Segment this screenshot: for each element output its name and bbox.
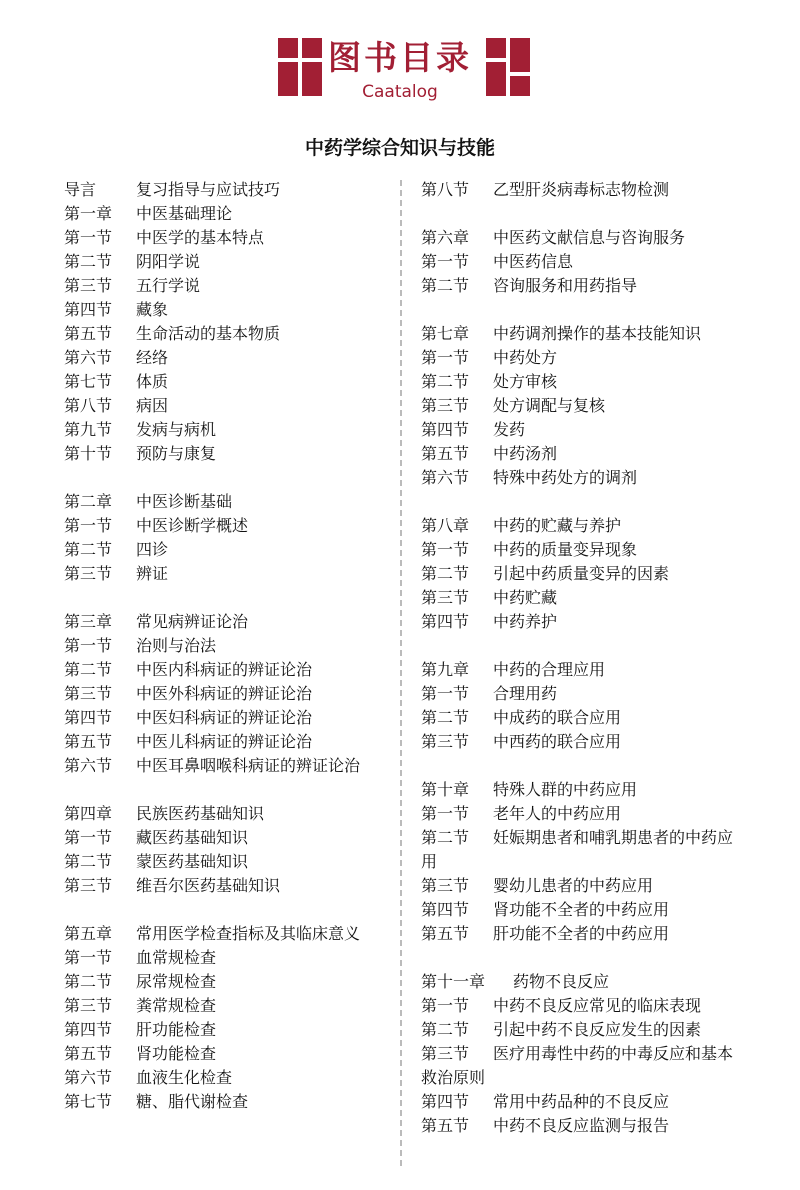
toc-entry [421, 898, 737, 922]
toc-entry-title: 辨证 [136, 564, 169, 583]
catalog-title: 图书目录 [328, 38, 472, 77]
toc-entry-number: 第十节 [64, 444, 113, 463]
toc-entry-title: 中成药的联合应用 [493, 708, 622, 727]
toc-entry-number: 第一节 [64, 828, 113, 847]
toc-entry [64, 994, 374, 1018]
toc-entry-number: 导言 [64, 180, 97, 199]
toc-entry-title: 复习指导与应试技巧 [136, 180, 281, 199]
toc-entry [421, 994, 737, 1018]
toc-entry-number: 第三节 [421, 1044, 470, 1063]
section-gap [64, 898, 374, 922]
toc-entry-title: 中西药的联合应用 [493, 732, 622, 751]
toc-entry-title: 维吾尔医药基础知识 [136, 876, 281, 895]
catalog-subtitle-en: Caatalog [362, 82, 438, 102]
toc-entry-number: 第三节 [421, 732, 470, 751]
toc-entry [421, 610, 737, 634]
toc-entry-title: 发药 [493, 420, 526, 439]
toc-entry-title: 妊娠期患者和哺乳期患者的中药应用 [421, 828, 734, 871]
toc-entry-number: 第九章 [421, 660, 470, 679]
toc-entry-number: 第七节 [64, 1092, 113, 1111]
toc-entry-title: 预防与康复 [136, 444, 217, 463]
toc-entry-number: 第六节 [64, 756, 113, 775]
toc-entry [421, 442, 737, 466]
toc-entry-number: 第四节 [421, 420, 470, 439]
toc-entry [64, 1090, 374, 1114]
toc-entry [64, 658, 374, 682]
toc-entry [421, 682, 737, 706]
toc-right-column [421, 178, 737, 1138]
toc-entry [64, 346, 374, 370]
toc-entry-number: 第二节 [64, 972, 113, 991]
toc-entry-number: 第三节 [64, 564, 113, 583]
toc-entry-number: 第五节 [64, 324, 113, 343]
toc-entry-number: 第五节 [421, 924, 470, 943]
toc-entry-title: 肝功能不全者的中药应用 [493, 924, 670, 943]
toc-entry-title: 常用中药品种的不良反应 [493, 1092, 670, 1111]
toc-entry-title: 常用医学检查指标及其临床意义 [136, 924, 361, 943]
toc-entry [64, 634, 374, 658]
toc-entry-number: 第四节 [64, 300, 113, 319]
toc-entry [64, 610, 374, 634]
toc-entry-number: 第六节 [64, 348, 113, 367]
toc-entry [421, 922, 737, 946]
toc-entry-title: 血液生化检查 [136, 1068, 233, 1087]
toc-entry [64, 370, 374, 394]
toc-entry-title: 药物不良反应 [513, 972, 610, 991]
toc-entry-number: 第九节 [64, 420, 113, 439]
toc-entry-number: 第二节 [421, 828, 470, 847]
toc-entry-number: 第一节 [64, 948, 113, 967]
toc-entry-title: 老年人的中药应用 [493, 804, 622, 823]
toc-entry [421, 970, 737, 994]
toc-entry-number: 第三节 [421, 396, 470, 415]
toc-entry-number: 第二节 [64, 252, 113, 271]
toc-entry [421, 274, 737, 298]
toc-entry [64, 298, 374, 322]
toc-entry-title: 血常规检查 [136, 948, 217, 967]
toc-entry-number: 第二节 [64, 852, 113, 871]
toc-entry [64, 514, 374, 538]
toc-entry [421, 250, 737, 274]
toc-entry-title: 中药的质量变异现象 [493, 540, 638, 559]
toc-entry [64, 970, 374, 994]
section-gap [421, 634, 737, 658]
toc-entry-number: 第八章 [421, 516, 470, 535]
toc-entry-title: 中医诊断基础 [136, 492, 233, 511]
toc-entry [421, 322, 737, 346]
toc-entry-number: 第七节 [64, 372, 113, 391]
toc-entry-title: 中医学的基本特点 [136, 228, 265, 247]
toc-entry-number: 第七章 [421, 324, 470, 343]
toc-entry-number: 第一节 [421, 348, 470, 367]
toc-entry-title: 中医药文献信息与咨询服务 [493, 228, 686, 247]
toc-entry-number: 第一节 [421, 996, 470, 1015]
toc-entry-title: 病因 [136, 396, 169, 415]
toc-entry-number: 第六章 [421, 228, 470, 247]
toc-entry-number: 第二章 [64, 492, 113, 511]
toc-entry [64, 850, 374, 874]
book-title: 中药学综合知识与技能 [304, 137, 495, 159]
toc-entry-number: 第二节 [421, 564, 470, 583]
toc-entry [64, 394, 374, 418]
toc-entry [421, 1042, 737, 1090]
toc-entry-number: 第六节 [421, 468, 470, 487]
toc-entry-number: 第二节 [421, 372, 470, 391]
toc-entry [64, 874, 374, 898]
toc-entry-title: 肾功能不全者的中药应用 [493, 900, 670, 919]
section-gap [421, 754, 737, 778]
toc-entry-title: 婴幼儿患者的中药应用 [493, 876, 654, 895]
toc-entry-number: 第三节 [421, 588, 470, 607]
column-divider [400, 180, 402, 1166]
section-gap [421, 202, 737, 226]
toc-entry-number: 第二节 [64, 660, 113, 679]
toc-entry-title: 中医儿科病证的辨证论治 [136, 732, 313, 751]
toc-entry-title: 中药贮藏 [493, 588, 558, 607]
toc-entry [421, 562, 737, 586]
toc-entry-title: 生命活动的基本物质 [136, 324, 281, 343]
toc-entry-title: 中医药信息 [493, 252, 574, 271]
toc-entry-number: 第三节 [64, 276, 113, 295]
toc-entry-number: 第一节 [64, 228, 113, 247]
toc-entry-number: 第八节 [421, 180, 470, 199]
toc-entry-number: 第二节 [421, 1020, 470, 1039]
toc-entry-number: 第一节 [64, 636, 113, 655]
toc-entry-title: 特殊人群的中药应用 [493, 780, 638, 799]
toc-entry [421, 418, 737, 442]
toc-left-column [64, 178, 374, 1114]
toc-entry [421, 226, 737, 250]
toc-entry-title: 引起中药不良反应发生的因素 [493, 1020, 702, 1039]
toc-entry [421, 1018, 737, 1042]
toc-entry-title: 咨询服务和用药指导 [493, 276, 638, 295]
toc-entry-title: 特殊中药处方的调剂 [493, 468, 638, 487]
toc-entry-number: 第二节 [421, 276, 470, 295]
toc-entry-title: 乙型肝炎病毒标志物检测 [493, 180, 670, 199]
toc-entry [64, 706, 374, 730]
toc-entry [421, 370, 737, 394]
toc-entry-title: 中医基础理论 [136, 204, 233, 223]
toc-entry-title: 阴阳学说 [136, 252, 201, 271]
toc-entry-title: 中医内科病证的辨证论治 [136, 660, 313, 679]
toc-entry [64, 826, 374, 850]
toc-entry-number: 第三节 [64, 996, 113, 1015]
toc-entry-number: 第二节 [421, 708, 470, 727]
section-gap [64, 778, 374, 802]
toc-entry [64, 730, 374, 754]
toc-entry [64, 202, 374, 226]
toc-entry-number: 第八节 [64, 396, 113, 415]
toc-entry-number: 第一节 [421, 684, 470, 703]
toc-entry [64, 754, 374, 778]
toc-entry-title: 中医外科病证的辨证论治 [136, 684, 313, 703]
toc-entry [64, 1066, 374, 1090]
toc-entry-title: 中医妇科病证的辨证论治 [136, 708, 313, 727]
toc-entry [64, 946, 374, 970]
toc-entry [64, 226, 374, 250]
toc-entry [421, 874, 737, 898]
toc-entry [421, 1090, 737, 1114]
toc-entry [64, 682, 374, 706]
toc-entry [421, 730, 737, 754]
toc-entry [421, 586, 737, 610]
toc-entry-title: 常见病辨证论治 [136, 612, 249, 631]
toc-entry-title: 中药不良反应监测与报告 [493, 1116, 670, 1135]
toc-entry-number: 第四章 [64, 804, 113, 823]
toc-entry-title: 合理用药 [493, 684, 558, 703]
toc-entry-number: 第三节 [64, 684, 113, 703]
section-gap [64, 466, 374, 490]
toc-entry [421, 1114, 737, 1138]
toc-entry [421, 778, 737, 802]
toc-entry-number: 第三章 [64, 612, 113, 631]
toc-entry-number: 第十章 [421, 780, 470, 799]
toc-entry [421, 346, 737, 370]
toc-entry-number: 第五节 [421, 444, 470, 463]
toc-entry [64, 538, 374, 562]
section-gap [421, 490, 737, 514]
toc-entry-title: 肝功能检查 [136, 1020, 217, 1039]
toc-entry [64, 274, 374, 298]
toc-entry-title: 中药养护 [493, 612, 558, 631]
toc-entry [421, 394, 737, 418]
toc-entry-number: 第一章 [64, 204, 113, 223]
toc-entry-title: 中医诊断学概述 [136, 516, 249, 535]
toc-entry-number: 第六节 [64, 1068, 113, 1087]
right-decoration-squares [486, 38, 532, 96]
toc-entry-number: 第四节 [64, 708, 113, 727]
section-gap [421, 298, 737, 322]
toc-entry-title: 医疗用毒性中药的中毒反应和基本救治原则 [421, 1044, 734, 1087]
toc-entry [64, 922, 374, 946]
toc-entry-title: 处方审核 [493, 372, 558, 391]
toc-entry-number: 第五章 [64, 924, 113, 943]
toc-entry-title: 糖、脂代谢检查 [136, 1092, 249, 1111]
toc-entry-number: 第四节 [64, 1020, 113, 1039]
toc-entry-title: 中药汤剂 [493, 444, 558, 463]
toc-entry-number: 第五节 [64, 732, 113, 751]
toc-entry [64, 442, 374, 466]
toc-entry-title: 尿常规检查 [136, 972, 217, 991]
toc-entry [64, 490, 374, 514]
toc-entry-title: 引起中药质量变异的因素 [493, 564, 670, 583]
toc-entry [421, 178, 737, 202]
toc-entry-number: 第三节 [64, 876, 113, 895]
toc-entry [64, 418, 374, 442]
toc-entry-number: 第五节 [421, 1116, 470, 1135]
toc-entry-title: 粪常规检查 [136, 996, 217, 1015]
toc-entry-number: 第四节 [421, 900, 470, 919]
toc-entry-number: 第四节 [421, 1092, 470, 1111]
toc-entry-title: 处方调配与复核 [493, 396, 606, 415]
toc-entry-title: 中药不良反应常见的临床表现 [493, 996, 702, 1015]
toc-entry [421, 466, 737, 490]
toc-entry-number: 第二节 [64, 540, 113, 559]
toc-entry-number: 第一节 [421, 804, 470, 823]
toc-entry [421, 658, 737, 682]
toc-entry [421, 826, 737, 874]
section-gap [64, 586, 374, 610]
toc-entry-number: 第一节 [64, 516, 113, 535]
toc-entry [64, 1018, 374, 1042]
toc-entry-title: 中药调剂操作的基本技能知识 [493, 324, 702, 343]
toc-entry-title: 藏医药基础知识 [136, 828, 249, 847]
toc-entry [64, 802, 374, 826]
toc-entry-title: 民族医药基础知识 [136, 804, 265, 823]
toc-entry-title: 四诊 [136, 540, 169, 559]
toc-entry [421, 514, 737, 538]
toc-entry-title: 发病与病机 [136, 420, 217, 439]
toc-entry-number: 第一节 [421, 252, 470, 271]
toc-entry-title: 治则与治法 [136, 636, 217, 655]
toc-entry [421, 802, 737, 826]
toc-entry-number: 第四节 [421, 612, 470, 631]
toc-entry [64, 178, 374, 202]
toc-entry-number: 第一节 [421, 540, 470, 559]
toc-entry-title: 中医耳鼻咽喉科病证的辨证论治 [136, 756, 361, 775]
toc-entry-number: 第十一章 [421, 972, 486, 991]
toc-entry-title: 肾功能检查 [136, 1044, 217, 1063]
toc-entry-title: 中药处方 [493, 348, 558, 367]
catalog-header [0, 38, 800, 102]
toc-entry-title: 经络 [136, 348, 169, 367]
section-gap [421, 946, 737, 970]
toc-entry [421, 706, 737, 730]
toc-entry-number: 第五节 [64, 1044, 113, 1063]
toc-entry-title: 中药的合理应用 [493, 660, 606, 679]
toc-entry-title: 蒙医药基础知识 [136, 852, 249, 871]
toc-entry [64, 250, 374, 274]
toc-entry-title: 体质 [136, 372, 169, 391]
toc-entry [64, 562, 374, 586]
toc-entry-title: 中药的贮藏与养护 [493, 516, 622, 535]
toc-entry [64, 322, 374, 346]
toc-entry-title: 藏象 [136, 300, 169, 319]
toc-entry-number: 第三节 [421, 876, 470, 895]
toc-entry [421, 538, 737, 562]
toc-entry-title: 五行学说 [136, 276, 201, 295]
toc-entry [64, 1042, 374, 1066]
